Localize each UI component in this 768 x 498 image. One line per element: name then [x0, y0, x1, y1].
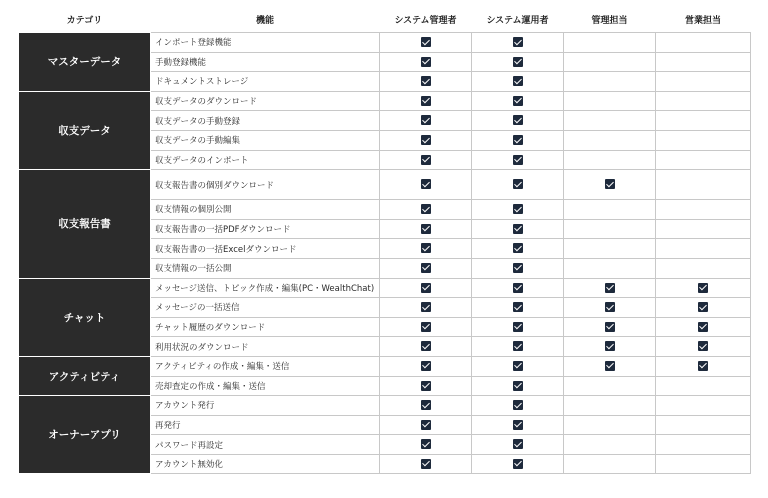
checkbox-checked-icon	[421, 37, 431, 47]
permission-cell-sales	[656, 298, 751, 318]
permission-cell-management	[564, 72, 656, 92]
permission-cell-system-operator	[472, 415, 564, 435]
feature-cell: アカウント無効化	[151, 454, 380, 474]
permission-cell-system-admin	[380, 72, 472, 92]
checkbox-checked-icon	[421, 459, 431, 469]
permission-cell-system-operator	[472, 170, 564, 200]
permission-cell-management	[564, 435, 656, 455]
checkbox-checked-icon	[421, 155, 431, 165]
feature-cell: 利用状況のダウンロード	[151, 337, 380, 357]
checkbox-checked-icon	[513, 37, 523, 47]
checkbox-checked-icon	[513, 224, 523, 234]
permission-cell-management	[564, 454, 656, 474]
checkbox-checked-icon	[513, 459, 523, 469]
checkbox-checked-icon	[421, 204, 431, 214]
checkbox-checked-icon	[421, 57, 431, 67]
feature-cell: 収支データのダウンロード	[151, 91, 380, 111]
header-role-management: 管理担当	[591, 15, 628, 26]
feature-cell: 収支報告書の一括PDFダウンロード	[151, 219, 380, 239]
permission-cell-system-admin	[380, 52, 472, 72]
category-cell: 収支報告書	[19, 170, 151, 278]
permission-cell-management	[564, 33, 656, 53]
permission-cell-system-admin	[380, 150, 472, 170]
checkbox-checked-icon	[421, 420, 431, 430]
checkbox-checked-icon	[421, 361, 431, 371]
category-cell: チャット	[19, 278, 151, 356]
checkbox-checked-icon	[421, 341, 431, 351]
checkbox-checked-icon	[513, 439, 523, 449]
category-cell: アクティビティ	[19, 356, 151, 395]
permission-cell-management	[564, 396, 656, 416]
permission-cell-system-operator	[472, 33, 564, 53]
checkbox-checked-icon	[513, 243, 523, 253]
checkbox-checked-icon	[698, 322, 708, 332]
checkbox-checked-icon	[421, 135, 431, 145]
permission-cell-management	[564, 278, 656, 298]
feature-cell: 収支データのインポート	[151, 150, 380, 170]
permission-cell-sales	[656, 91, 751, 111]
checkbox-checked-icon	[421, 381, 431, 391]
feature-cell: インポート登録機能	[151, 33, 380, 53]
checkbox-checked-icon	[513, 115, 523, 125]
checkbox-checked-icon	[421, 283, 431, 293]
permission-cell-management	[564, 239, 656, 259]
checkbox-checked-icon	[421, 302, 431, 312]
category-cell: 収支データ	[19, 91, 151, 169]
permission-cell-system-operator	[472, 239, 564, 259]
permission-cell-system-operator	[472, 258, 564, 278]
checkbox-checked-icon	[421, 179, 431, 189]
permission-cell-system-operator	[472, 356, 564, 376]
permission-cell-system-admin	[380, 317, 472, 337]
permission-cell-system-admin	[380, 219, 472, 239]
permission-cell-management	[564, 317, 656, 337]
checkbox-checked-icon	[421, 439, 431, 449]
permission-cell-system-operator	[472, 150, 564, 170]
permission-cell-system-admin	[380, 337, 472, 357]
permission-cell-sales	[656, 219, 751, 239]
checkbox-checked-icon	[513, 263, 523, 273]
permission-cell-system-operator	[472, 219, 564, 239]
checkbox-checked-icon	[513, 135, 523, 145]
category-cell: オーナーアプリ	[19, 396, 151, 474]
permission-cell-management	[564, 356, 656, 376]
permission-cell-management	[564, 130, 656, 150]
permission-cell-management	[564, 219, 656, 239]
feature-cell: 手動登録機能	[151, 52, 380, 72]
permission-cell-management	[564, 415, 656, 435]
checkbox-checked-icon	[513, 361, 523, 371]
permission-cell-management	[564, 150, 656, 170]
checkbox-checked-icon	[698, 302, 708, 312]
permission-cell-system-admin	[380, 239, 472, 259]
permission-cell-sales	[656, 130, 751, 150]
feature-cell: 収支情報の一括公開	[151, 258, 380, 278]
permission-cell-system-admin	[380, 396, 472, 416]
checkbox-checked-icon	[513, 155, 523, 165]
permission-cell-system-operator	[472, 298, 564, 318]
permission-cell-system-operator	[472, 130, 564, 150]
permission-cell-system-operator	[472, 278, 564, 298]
permissions-table	[18, 6, 751, 474]
header-feature: 機能	[255, 15, 274, 26]
feature-cell: メッセージの一括送信	[151, 298, 380, 318]
header-category: カテゴリ	[66, 15, 103, 26]
table-row	[19, 91, 751, 111]
feature-cell: メッセージ送信、トピック作成・編集(PC・WealthChat)	[151, 278, 380, 298]
checkbox-checked-icon	[513, 179, 523, 189]
permission-cell-management	[564, 258, 656, 278]
permission-cell-sales	[656, 33, 751, 53]
category-cell: マスターデータ	[19, 33, 151, 92]
permission-cell-sales	[656, 111, 751, 131]
permission-cell-system-operator	[472, 200, 564, 220]
permission-cell-sales	[656, 239, 751, 259]
permission-cell-system-operator	[472, 435, 564, 455]
permission-cell-system-admin	[380, 454, 472, 474]
permission-cell-system-admin	[380, 356, 472, 376]
feature-cell: パスワード再設定	[151, 435, 380, 455]
feature-cell: 売却査定の作成・編集・送信	[151, 376, 380, 396]
permission-cell-management	[564, 91, 656, 111]
permission-cell-management	[564, 111, 656, 131]
checkbox-checked-icon	[513, 204, 523, 214]
checkbox-checked-icon	[513, 283, 523, 293]
checkbox-checked-icon	[421, 263, 431, 273]
permission-cell-sales	[656, 396, 751, 416]
checkbox-checked-icon	[421, 322, 431, 332]
permission-cell-sales	[656, 356, 751, 376]
feature-cell: チャット履歴のダウンロード	[151, 317, 380, 337]
permission-cell-management	[564, 337, 656, 357]
permission-cell-system-operator	[472, 376, 564, 396]
permission-cell-sales	[656, 52, 751, 72]
checkbox-checked-icon	[421, 400, 431, 410]
permission-cell-system-admin	[380, 200, 472, 220]
table-row	[19, 356, 751, 376]
table-row	[19, 33, 751, 53]
checkbox-checked-icon	[513, 57, 523, 67]
permission-cell-system-admin	[380, 33, 472, 53]
permission-cell-system-operator	[472, 111, 564, 131]
feature-cell: 収支データの手動編集	[151, 130, 380, 150]
permission-cell-system-operator	[472, 337, 564, 357]
permission-cell-management	[564, 200, 656, 220]
permission-cell-system-admin	[380, 170, 472, 200]
permission-cell-system-admin	[380, 278, 472, 298]
feature-cell: 収支データの手動登録	[151, 111, 380, 131]
permission-cell-management	[564, 298, 656, 318]
checkbox-checked-icon	[513, 381, 523, 391]
permission-cell-system-admin	[380, 111, 472, 131]
permission-cell-sales	[656, 454, 751, 474]
checkbox-checked-icon	[513, 400, 523, 410]
permission-cell-sales	[656, 317, 751, 337]
checkbox-checked-icon	[513, 302, 523, 312]
checkbox-checked-icon	[513, 76, 523, 86]
permissions-body	[19, 33, 751, 474]
permission-cell-sales	[656, 376, 751, 396]
checkbox-checked-icon	[513, 420, 523, 430]
feature-cell: アカウント発行	[151, 396, 380, 416]
checkbox-checked-icon	[605, 179, 615, 189]
permission-cell-sales	[656, 278, 751, 298]
permission-cell-sales	[656, 415, 751, 435]
permission-cell-system-admin	[380, 91, 472, 111]
table-row	[19, 278, 751, 298]
feature-cell: アクティビティの作成・編集・送信	[151, 356, 380, 376]
feature-cell: 収支情報の個別公開	[151, 200, 380, 220]
permission-cell-system-operator	[472, 396, 564, 416]
checkbox-checked-icon	[421, 224, 431, 234]
feature-cell: 収支報告書の一括Excelダウンロード	[151, 239, 380, 259]
permission-cell-sales	[656, 435, 751, 455]
checkbox-checked-icon	[605, 283, 615, 293]
checkbox-checked-icon	[421, 243, 431, 253]
permission-cell-system-operator	[472, 91, 564, 111]
header-role-system-operator: システム運用者	[486, 15, 549, 26]
checkbox-checked-icon	[421, 96, 431, 106]
permission-cell-system-admin	[380, 258, 472, 278]
checkbox-checked-icon	[605, 302, 615, 312]
permission-cell-system-admin	[380, 435, 472, 455]
feature-cell: ドキュメントストレージ	[151, 72, 380, 92]
permission-cell-system-admin	[380, 130, 472, 150]
header-role-sales: 営業担当	[684, 15, 721, 26]
permission-cell-management	[564, 170, 656, 200]
table-row	[19, 396, 751, 416]
permission-cell-system-admin	[380, 415, 472, 435]
permission-cell-system-admin	[380, 298, 472, 318]
header-role-system-admin: システム管理者	[394, 15, 457, 26]
header-row	[19, 6, 751, 33]
checkbox-checked-icon	[605, 322, 615, 332]
checkbox-checked-icon	[513, 96, 523, 106]
permission-cell-sales	[656, 170, 751, 200]
permission-cell-sales	[656, 258, 751, 278]
feature-cell: 収支報告書の個別ダウンロード	[151, 170, 380, 200]
checkbox-checked-icon	[698, 361, 708, 371]
permission-cell-sales	[656, 150, 751, 170]
permission-cell-system-operator	[472, 72, 564, 92]
permission-cell-management	[564, 376, 656, 396]
checkbox-checked-icon	[605, 361, 615, 371]
permission-cell-sales	[656, 72, 751, 92]
feature-cell: 再発行	[151, 415, 380, 435]
table-row	[19, 170, 751, 200]
permission-cell-system-operator	[472, 317, 564, 337]
checkbox-checked-icon	[421, 76, 431, 86]
checkbox-checked-icon	[513, 322, 523, 332]
permission-cell-system-operator	[472, 454, 564, 474]
permission-cell-sales	[656, 200, 751, 220]
checkbox-checked-icon	[698, 341, 708, 351]
permission-cell-sales	[656, 337, 751, 357]
checkbox-checked-icon	[605, 341, 615, 351]
permission-cell-system-operator	[472, 52, 564, 72]
permission-cell-system-admin	[380, 376, 472, 396]
checkbox-checked-icon	[421, 115, 431, 125]
checkbox-checked-icon	[513, 341, 523, 351]
checkbox-checked-icon	[698, 283, 708, 293]
permission-cell-management	[564, 52, 656, 72]
